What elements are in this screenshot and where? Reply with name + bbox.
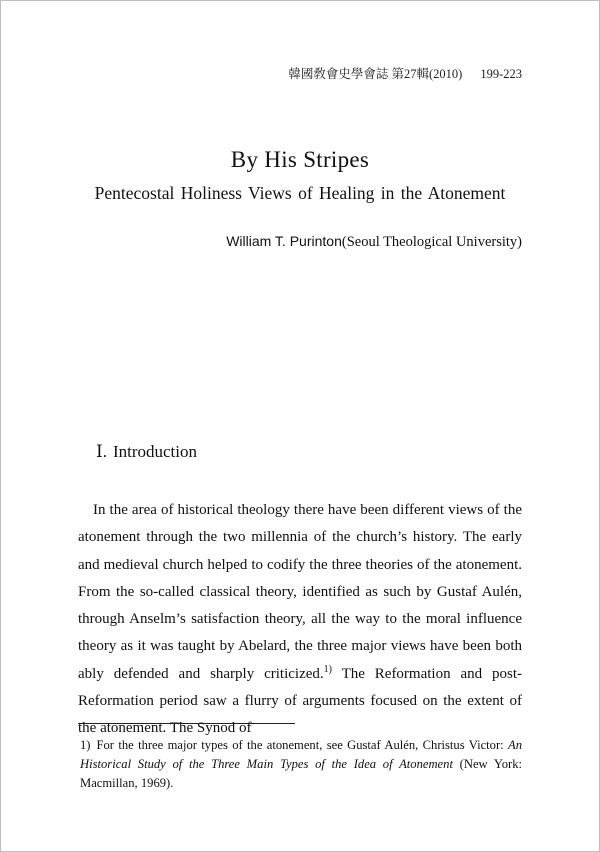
author-line <box>226 233 522 251</box>
article-subtitle: Pentecostal Holiness Views of Healing in the Atonement <box>94 183 506 203</box>
author-affiliation: (Seoul Theological University) <box>341 234 522 250</box>
footnote-reference[interactable]: 1) <box>323 663 332 675</box>
article-title: By His Stripes <box>230 147 370 172</box>
running-header <box>288 64 522 82</box>
author-name: William T. Purinton <box>226 233 342 249</box>
paragraph-text-2: The Reformation and post-Reformation period saw a flurry of arguments focused on the extent of the atonement. The Synod of <box>78 665 522 737</box>
footnote <box>80 736 522 793</box>
paragraph-text-1: In the area of historical theology there have been different views of the atonement through the two millennia of the church’s history. The early and medieval church helped to codify the three theories of the atonement. From the so-called classical theory, identified as such by Gustaf Aulén, through Anselm’s satisfaction theory, all the way to the moral influence theory as it was taught by Abelard, the three major views have been both ably defended and sharply criticized. <box>78 502 522 682</box>
body-paragraph <box>78 497 522 743</box>
footnote-text-after: (New York: Macmillan, 1969). <box>80 757 522 790</box>
section-number: Ⅰ. <box>96 442 107 461</box>
page-range: 199-223 <box>480 67 522 81</box>
journal-name: 韓國敎會史學會誌 第27輯(2010) <box>288 67 463 81</box>
footnote-text-before: For the three major types of the atonement, see Gustaf Aulén, Christus Victor: <box>96 738 508 752</box>
footnote-book-title: An Historical Study of the Three Main Types of the Idea of Atonement <box>80 738 522 771</box>
section-title: Introduction <box>112 442 198 461</box>
footnote-divider <box>78 723 295 724</box>
footnote-number: 1) <box>80 738 91 752</box>
section-heading <box>96 442 197 462</box>
